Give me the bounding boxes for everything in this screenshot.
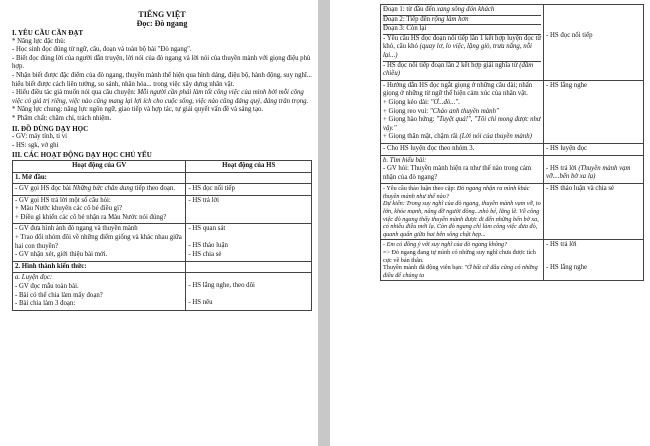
- cell-gv: 2. Hình thành kiến thức:: [13, 261, 186, 273]
- cell-gv: a. Luyện đọc: - GV đọc mẫu toàn bài. - Bài có thể chia làm mấy đoạn? - Bài chia làm 3 đoạn:: [13, 273, 186, 310]
- s1-line: - Nhận biết được đặc điểm của đò ngang, thuyền mành thể hiện qua hình dáng, điệu bộ, hành động, suy nghĩ... hiểu biết được cách liên tưởng, so sánh, nhân hóa... trong việc xây dựng nhân vật.: [12, 71, 312, 88]
- table-row: [13, 184, 312, 196]
- cell-hs: - HS đọc nối tiếp: [544, 5, 644, 81]
- left-page: [0, 0, 318, 446]
- table-row: [13, 261, 312, 273]
- activity-table-right: [380, 4, 644, 281]
- cell-hs: [186, 261, 312, 273]
- section-2-heading: II. ĐỒ DÙNG DẠY HỌC: [12, 124, 89, 133]
- cell-gv: - Yêu cầu thảo luận theo cặp: Đò ngang nhận ra mình khác thuyền mành như thế nào? Dự kiến: Trong suy nghĩ của đò ngang, thuyền mành vạm vỡ, to lớn, khỏe mạnh, nâng đỡ người đông...nhỏ bé, lắng lẽ. Về công việc đò ngang thấy thuyền mành được đi đến những bến bờ xa, có nhiều điều mới lạ. Còn đò ngang chỉ làm công việc đưa đò, quanh quẩn giữa hai bên sông chật hẹp...: [381, 184, 544, 240]
- cell-hs: [186, 172, 312, 184]
- cell-gv: - Cho HS luyện đọc theo nhóm 3.: [381, 143, 544, 155]
- table-row: [13, 172, 312, 184]
- table-row: [381, 155, 644, 184]
- col-header-hs: Hoạt động của HS: [186, 160, 312, 172]
- cell-hs: - HS đọc nối tiếp: [186, 184, 312, 196]
- cell-hs: - HS luyện đọc: [544, 143, 644, 155]
- table-row: [13, 224, 312, 261]
- cell-hs: - HS trả lời: [186, 195, 312, 224]
- section-3-heading: III. CÁC HOẠT ĐỘNG DẠY HỌC CHỦ YẾU: [12, 151, 152, 160]
- cell-gv: - GV gọi HS trả lời một số câu hỏi: + Màu Nước khuyên các cô bé điều gì? + Điều gì khiến các cô bé nhận ra Màu Nước nói đúng?: [13, 195, 186, 224]
- table-row: [381, 5, 644, 81]
- table-row: [381, 143, 644, 155]
- cell-gv: b. Tìm hiểu bài: - GV hỏi: Thuyền mành hiện ra như thế nào trong cảm nhận của đò ngang?: [381, 155, 544, 184]
- cell-hs: - HS quan sát - HS thảo luận - HS chia sẻ: [186, 224, 312, 261]
- table-row: [381, 240, 644, 281]
- s1-line: * Năng lực chung: năng lực ngôn ngữ, giao tiếp và hợp tác, tự giải quyết vấn đề và sáng tạo.: [12, 106, 264, 114]
- s1-line: - Hiểu điều tác giả muốn nói qua câu chuyện: Mỗi người cần phải làm tốt công việc của mình bởi mỗi công việc có giá trị riêng, việc nào cũng mang lại lợi ích cho cuộc sống, việc nào cũng đáng quý, đáng trân trọng.: [12, 89, 309, 105]
- cell-hs: - HS trả lời (Thuyền mành vạm vỡ....bến bờ xa lạ): [544, 155, 644, 184]
- cell-gv: - Em có đồng ý với suy nghĩ của đò ngang không? => Đò ngang đang tự mình có những suy nghĩ chưa được tích cực về bản thân. Thuyền mành đã động viên bạn: "Ở bất cứ đâu cũng có những điều để chúng ta: [381, 240, 544, 281]
- table-row: [381, 184, 644, 240]
- cell-gv: - GV đưa hình ảnh đò ngang và thuyền mành + Trao đổi nhóm đôi về những điểm giống và khác nhau giữa hai con thuyền? - GV nhận xét, giới thiệu bài mới.: [13, 224, 186, 261]
- cell-gv: - GV gọi HS đọc bài Những bức chân dung tiếp theo đoạn.: [13, 184, 186, 196]
- cell-hs: - HS trả lời - HS lắng nghe: [544, 240, 644, 281]
- cell-hs: - HS lắng nghe, theo dõi - HS nêu: [186, 273, 312, 310]
- cell-gv: - Hướng dẫn HS đọc ngắt giọng ở những câu dài; nhấn giọng ở những từ ngữ thể hiện cảm xúc của nhân vật. + Giọng kéo dài: "Ơ...đò...". + Giọng reo vui: "Chào anh thuyền mành" + Giọng hào hứng: "Tuyệt quá!", "Tôi chỉ mong được như vậy." + Giọng thân mật, chậm rãi (Lời nói của thuyền mành): [381, 80, 544, 143]
- activity-table-left: [12, 160, 312, 311]
- table-row: [381, 80, 644, 143]
- right-page: [330, 0, 650, 446]
- lesson-title: Đọc: Đò ngang: [136, 19, 188, 28]
- section-1-heading: I. YÊU CẦU CẦN ĐẠT: [12, 29, 84, 37]
- s2-line: - HS: sgk, vở ghi: [12, 141, 59, 149]
- cell-hs: - HS thảo luận và chia sẻ: [544, 184, 644, 240]
- subject-title: TIẾNG VIỆT: [138, 10, 186, 19]
- s1-line: - Học sinh đọc đúng từ ngữ, câu, đoạn và toàn bộ bài "Đò ngang".: [12, 46, 192, 54]
- s2-line: - GV: máy tính, ti vi: [12, 133, 67, 141]
- table-header-row: [13, 160, 312, 172]
- col-header-gv: Hoạt động của GV: [13, 160, 186, 172]
- table-row: [13, 273, 312, 310]
- cell-hs: - HS lắng nghe: [544, 80, 644, 143]
- table-row: [13, 195, 312, 224]
- s1-line: * Năng lực đặc thù:: [12, 37, 66, 45]
- cell-gv: 1. Mở đầu:: [13, 172, 186, 184]
- s1-line: * Phẩm chất: chăm chỉ, trách nhiệm.: [12, 114, 112, 122]
- s1-line: - Biết đọc đúng lời của người dẫn truyện, lời nói của đò ngang và lời nói của thuyền mành với giọng điệu phù hợp.: [12, 54, 311, 71]
- cell-gv: Đoạn 1: từ đầu đến xang sông đón khách Đoạn 2: Tiếp đến rộng làm hơn Đoạn 3: Còn lại - Yêu cầu HS đọc đoạn nối tiếp lần 1 kết hợp luyện đọc từ khó, câu khó (quay lơ, lo việc, lặng giò, trưa nắng, nỗi lại...) - HS đọc nối tiếp đoạn lần 2 kết hợp giải nghĩa từ (đầm chiều): [381, 5, 544, 81]
